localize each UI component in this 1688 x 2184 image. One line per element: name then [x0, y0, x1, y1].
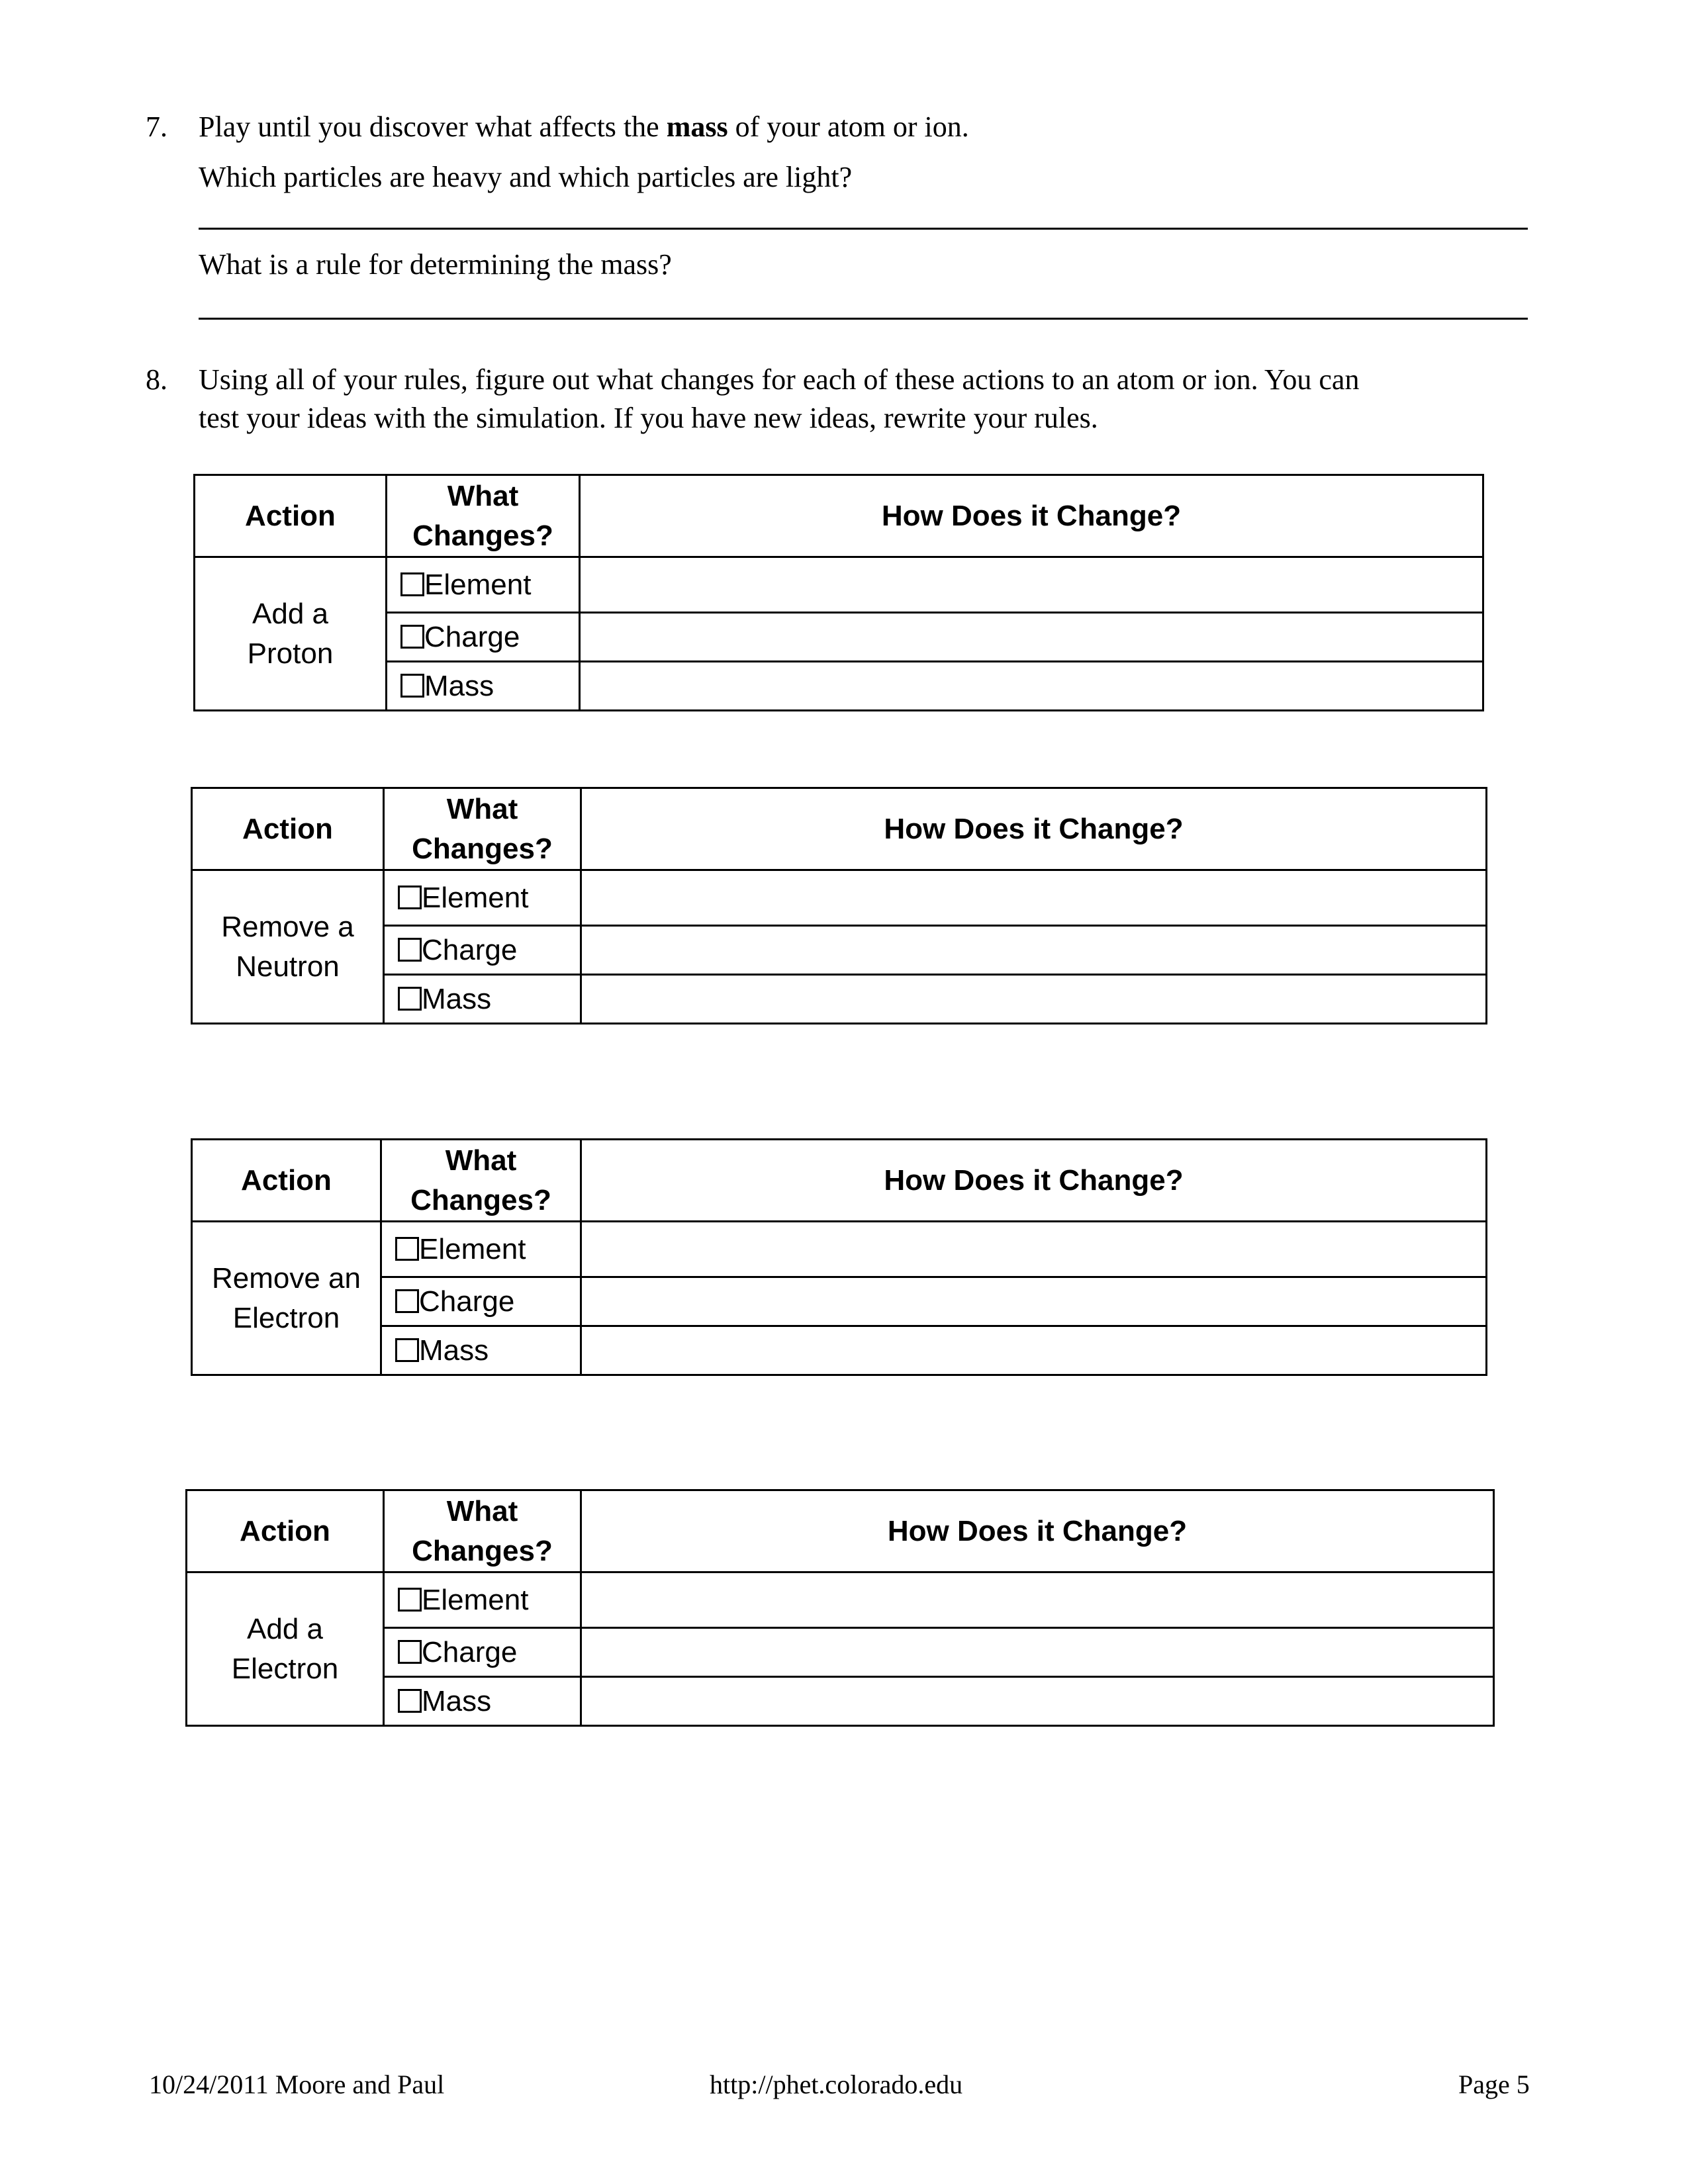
charge-checkbox[interactable]: Charge	[381, 1277, 581, 1326]
question-8-line-1: Using all of your rules, figure out what changes for each of these actions to an atom or ion. You can	[199, 363, 1360, 396]
answer-cell[interactable]	[580, 662, 1483, 711]
header-action: Action	[187, 1490, 384, 1572]
answer-cell[interactable]	[581, 975, 1487, 1024]
answer-cell[interactable]	[581, 870, 1487, 926]
action-table-remove-electron	[191, 1138, 1487, 1376]
checkbox-box[interactable]	[395, 1289, 419, 1313]
header-what-changes: What Changes?	[381, 1140, 581, 1222]
header-how-does-it-change: How Does it Change?	[581, 1140, 1487, 1222]
checkbox-box[interactable]	[398, 1640, 422, 1664]
mass-checkbox[interactable]: Mass	[387, 662, 580, 711]
answer-cell[interactable]	[580, 557, 1483, 613]
answer-cell[interactable]	[581, 1277, 1487, 1326]
answer-cell[interactable]	[581, 1628, 1494, 1677]
header-what-changes: What Changes?	[387, 475, 580, 557]
footer-center: http://phet.colorado.edu	[710, 2070, 963, 2099]
question-7-line-1: Play until you discover what affects the mass of your atom or ion.	[199, 111, 969, 143]
checkbox-box[interactable]	[400, 572, 424, 596]
footer-page-number: Page 5	[1458, 2070, 1530, 2099]
question-number: 7.	[146, 111, 167, 143]
answer-line[interactable]	[199, 228, 1528, 230]
checkbox-box[interactable]	[400, 674, 424, 698]
header-action: Action	[195, 475, 387, 557]
answer-cell[interactable]	[581, 1222, 1487, 1277]
answer-cell[interactable]	[581, 1326, 1487, 1375]
header-action: Action	[192, 788, 384, 870]
mass-checkbox[interactable]: Mass	[384, 975, 581, 1024]
charge-checkbox[interactable]: Charge	[384, 926, 581, 975]
action-cell: Add a Electron	[187, 1572, 384, 1726]
element-checkbox[interactable]: Element	[381, 1222, 581, 1277]
checkbox-box[interactable]	[400, 625, 424, 649]
footer-left: 10/24/2011 Moore and Paul	[149, 2070, 445, 2099]
action-cell: Remove an Electron	[192, 1222, 381, 1375]
answer-line[interactable]	[199, 318, 1528, 320]
answer-cell[interactable]	[581, 1572, 1494, 1628]
question-8-line-2: test your ideas with the simulation. If you have new ideas, rewrite your rules.	[199, 402, 1098, 434]
action-table-remove-neutron	[191, 787, 1487, 1024]
element-checkbox[interactable]: Element	[387, 557, 580, 613]
charge-checkbox[interactable]: Charge	[384, 1628, 581, 1677]
header-how-does-it-change: How Does it Change?	[581, 788, 1487, 870]
action-cell: Remove a Neutron	[192, 870, 384, 1024]
element-checkbox[interactable]: Element	[384, 1572, 581, 1628]
mass-checkbox[interactable]: Mass	[384, 1677, 581, 1726]
question-7-line-2: Which particles are heavy and which particles are light?	[199, 161, 853, 193]
action-table-add-electron	[185, 1489, 1495, 1727]
checkbox-box[interactable]	[395, 1237, 419, 1261]
element-checkbox[interactable]: Element	[384, 870, 581, 926]
action-cell: Add a Proton	[195, 557, 387, 711]
answer-cell[interactable]	[580, 613, 1483, 662]
emphasis-mass: mass	[666, 111, 728, 143]
checkbox-box[interactable]	[398, 1689, 422, 1713]
question-7-line-3: What is a rule for determining the mass?	[199, 248, 672, 281]
action-table-add-proton	[193, 474, 1484, 711]
answer-cell[interactable]	[581, 926, 1487, 975]
header-how-does-it-change: How Does it Change?	[580, 475, 1483, 557]
checkbox-box[interactable]	[398, 886, 422, 909]
header-action: Action	[192, 1140, 381, 1222]
header-what-changes: What Changes?	[384, 1490, 581, 1572]
answer-cell[interactable]	[581, 1677, 1494, 1726]
checkbox-box[interactable]	[398, 1588, 422, 1612]
question-number: 8.	[146, 363, 167, 396]
checkbox-box[interactable]	[398, 987, 422, 1011]
charge-checkbox[interactable]: Charge	[387, 613, 580, 662]
mass-checkbox[interactable]: Mass	[381, 1326, 581, 1375]
header-what-changes: What Changes?	[384, 788, 581, 870]
checkbox-box[interactable]	[398, 938, 422, 962]
header-how-does-it-change: How Does it Change?	[581, 1490, 1494, 1572]
checkbox-box[interactable]	[395, 1338, 419, 1362]
